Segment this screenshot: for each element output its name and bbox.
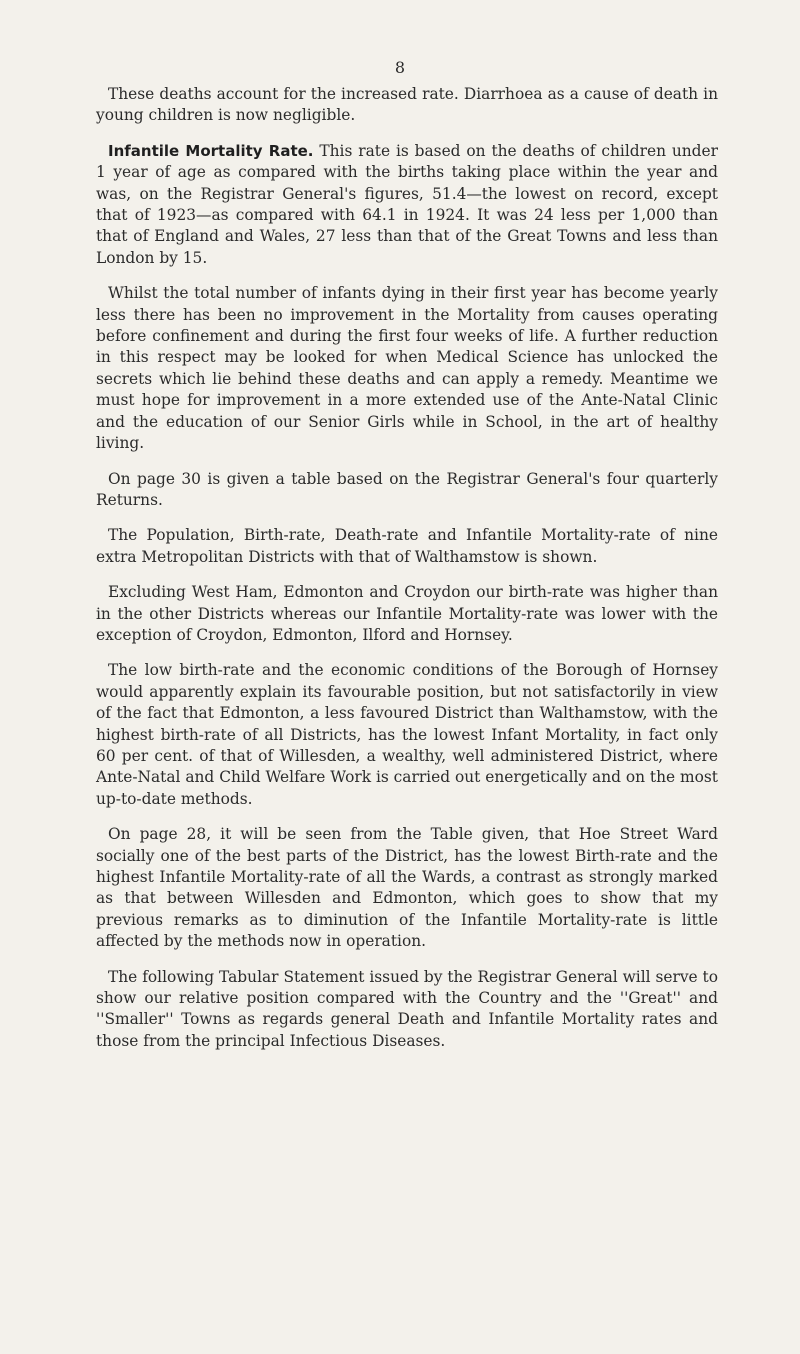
paragraph-infantile-mortality-rate — [96, 141, 718, 269]
paragraph-page-30 — [96, 469, 718, 512]
paragraph-tabular-statement — [96, 967, 718, 1053]
paragraph-population — [96, 525, 718, 568]
page-number: 8 — [394, 58, 406, 77]
paragraph-text: This rate is based on the deaths of children under 1 year of age as compared with the births taking place within the year and was, on the Registrar General's figures, 51.4—the lowest on record, except that of 1923—as compared with 64.1 in 1924. It was 24 less per 1,000 than that of England and Wales, 27 less than that of the Great Towns and less than London by 15. — [96, 141, 718, 267]
paragraph-hornsey — [96, 660, 718, 810]
body-text — [96, 84, 718, 1066]
paragraph-text: The Population, Birth-rate, Death-rate and Infantile Mortality-rate of nine extra Metropolitan Districts with that of Walthamstow is shown. — [96, 526, 718, 566]
paragraph-text: Excluding West Ham, Edmonton and Croydon our birth-rate was higher than in the other Districts whereas our Infantile Mortality-rate was lower with the exception of Croydon, Edmonton, Ilford and Hornsey. — [96, 583, 718, 644]
paragraph-text: These deaths account for the increased rate. Diarrhoea as a cause of death in young children is now negligible. — [96, 85, 718, 125]
paragraph-infants-dying — [96, 283, 718, 454]
paragraph-diarrhoea — [96, 84, 718, 127]
paragraph-text: On page 30 is given a table based on the Registrar General's four quarterly Returns. — [96, 469, 718, 509]
paragraph-page-28 — [96, 824, 718, 952]
section-heading: Infantile Mortality Rate. — [108, 141, 314, 160]
paragraph-text: The low birth-rate and the economic conditions of the Borough of Hornsey would apparently explain its favourable position, but not satisfactorily in view of the fact that Edmonton, a less favoured District than Walthamstow, with the highest birth-rate of all Districts, has the lowest Infant Mortality, in fact only 60 per cent. of that of Willesden, a wealthy, well administered District, where Ante-Natal and Child Welfare Work is carried out energetically and on the most up-to-date methods. — [96, 661, 718, 808]
paragraph-text: The following Tabular Statement issued by the Registrar General will serve to show our relative position compared with the Country and the ''Great'' and ''Smaller'' Towns as regards general Death and Infantile Mortality rates and those from the principal Infectious Diseases. — [96, 967, 718, 1050]
paragraph-text: On page 28, it will be seen from the Table given, that Hoe Street Ward socially one of the best parts of the District, has the lowest Birth-rate and the highest Infantile Mortality-rate of all the Wards, a contrast as strongly marked as that between Willesden and Edmonton, which goes to show that my previous remarks as to diminution of the Infantile Mortality-rate is little affected by the methods now in operation. — [96, 825, 718, 951]
paragraph-excluding-west-ham — [96, 582, 718, 646]
paragraph-text: Whilst the total number of infants dying in their first year has become yearly less there has been no improvement in the Mortality from causes operating before confinement and during the first four weeks of life. A further reduction in this respect may be looked for when Medical Science has unlocked the secrets which lie behind these deaths and can apply a remedy. Meantime we must hope for improvement in a more extended use of the Ante-Natal Clinic and the education of our Senior Girls while in School, in the art of healthy living. — [96, 284, 718, 453]
